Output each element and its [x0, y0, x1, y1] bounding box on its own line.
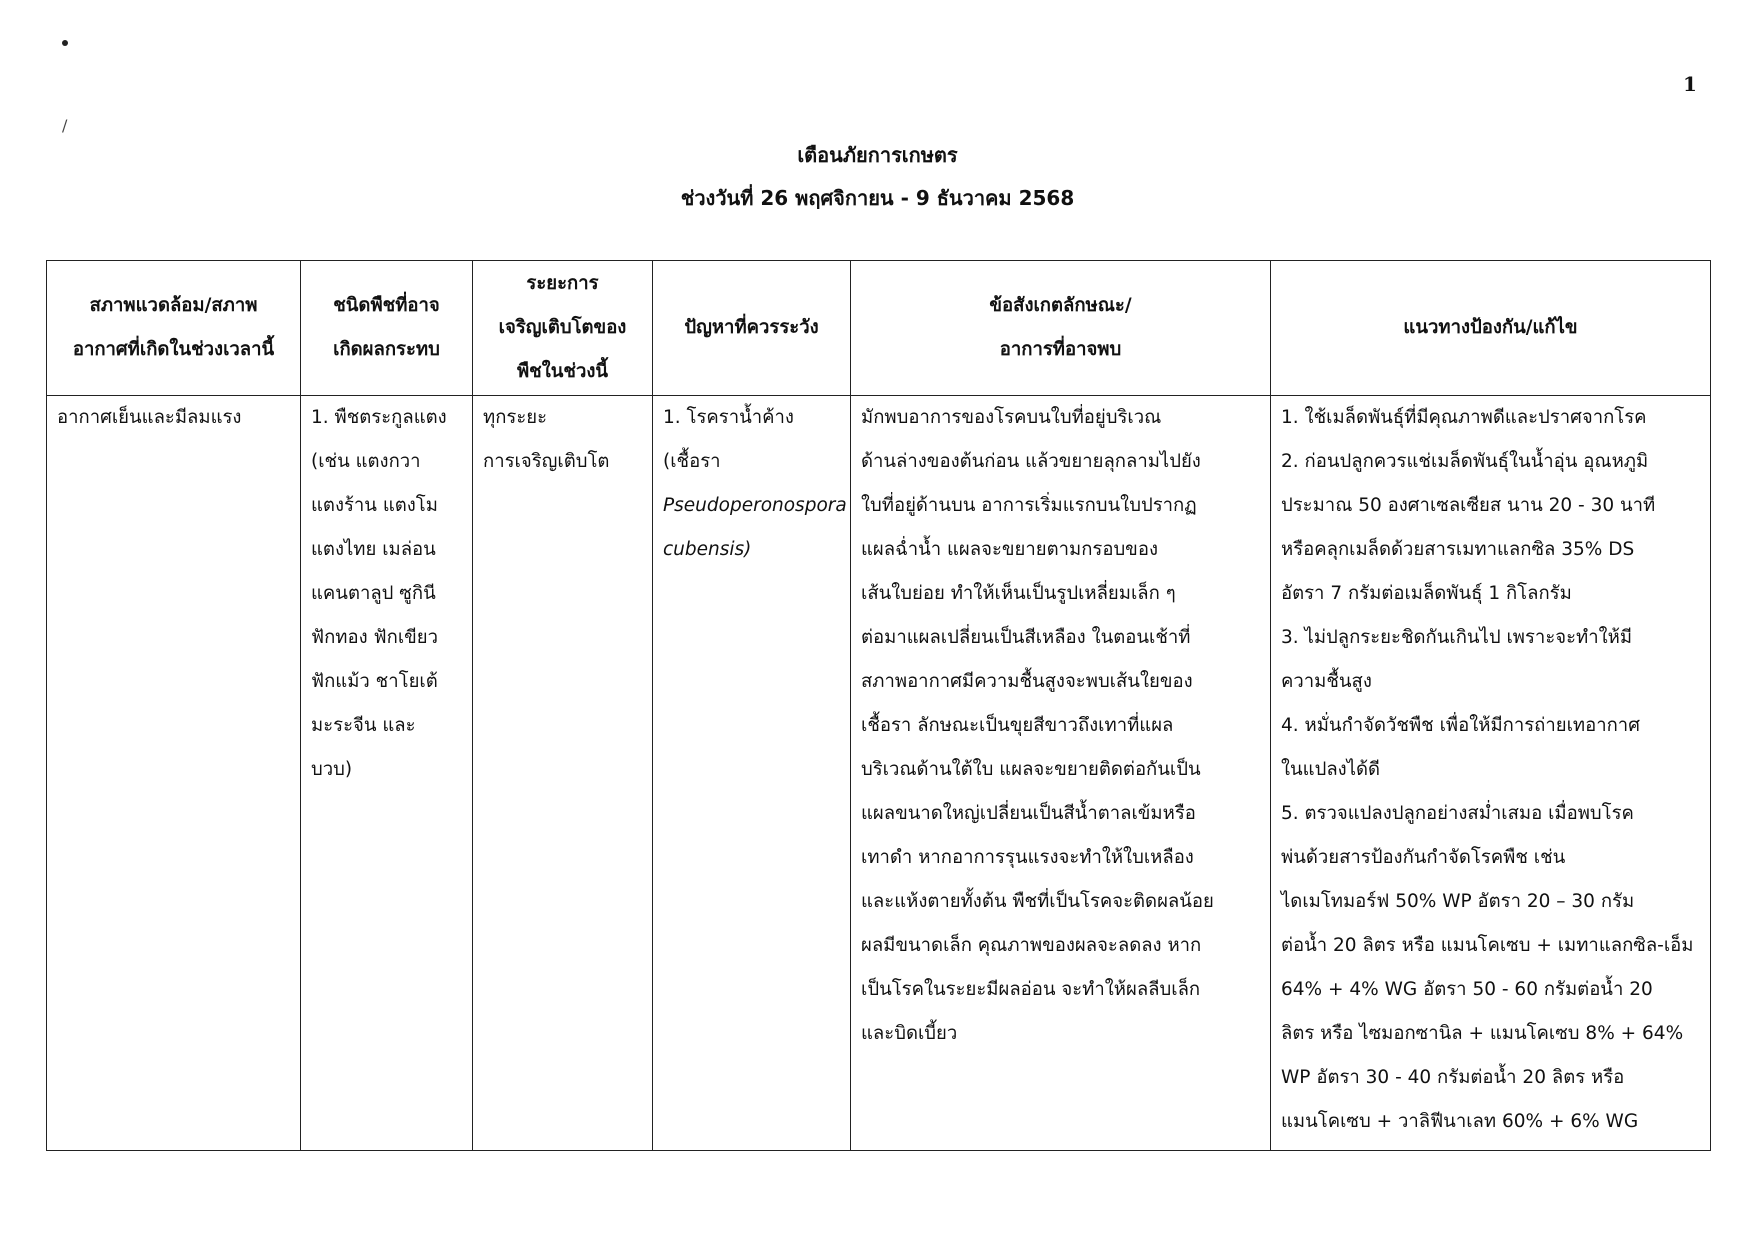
cell-line: มักพบอาการของโรคบนใบที่อยู่บริเวณ: [861, 407, 1162, 428]
cell-line: ฟักแม้ว ชาโยเต้: [311, 671, 438, 692]
cell-line: 1. โรคราน้ำค้าง: [663, 407, 794, 428]
pathogen-genus: Pseudoperonospora: [663, 495, 847, 516]
header-line: เกิดผลกระทบ: [333, 339, 440, 360]
header-line: ข้อสังเกตลักษณะ/: [989, 295, 1132, 316]
table-row: [47, 396, 1711, 1151]
cell-line: ประมาณ 50 องศาเซลเซียส นาน 20 - 30 นาที: [1281, 495, 1656, 516]
cell-line: และแห้งตายทั้งต้น พืชที่เป็นโรคจะติดผลน้อย: [861, 891, 1214, 912]
cell-line: อากาศเย็นและมีลมแรง: [57, 407, 242, 428]
header-prevention: [1271, 261, 1711, 396]
cell-line: บวบ): [311, 759, 353, 780]
cell-line: อัตรา 7 กรัมต่อเมล็ดพันธุ์ 1 กิโลกรัม: [1281, 583, 1572, 604]
cell-line: แมนโคเซบ + วาลิฟีนาเลท 60% + 6% WG: [1281, 1111, 1639, 1132]
header-line: ชนิดพืชที่อาจ: [333, 295, 440, 316]
stray-mark: [62, 40, 68, 46]
cell-prevention: [1271, 396, 1711, 1151]
header-growth-stage: [473, 261, 653, 396]
header-observation: [851, 261, 1271, 396]
cell-line: ลิตร หรือ ไซมอกซานิล + แมนโคเซบ 8% + 64%: [1281, 1023, 1684, 1044]
cell-line: 1. ใช้เมล็ดพันธุ์ที่มีคุณภาพดีและปราศจากโรค: [1281, 407, 1647, 428]
cell-line: การเจริญเติบโต: [483, 451, 610, 472]
cell-line: ทุกระยะ: [483, 407, 548, 428]
header-line: ระยะการ: [526, 273, 599, 294]
cell-line: ฟักทอง ฟักเขียว: [311, 627, 439, 648]
cell-line: 5. ตรวจแปลงปลูกอย่างสม่ำเสมอ เมื่อพบโรค: [1281, 803, 1634, 824]
cell-environment: [47, 396, 301, 1151]
cell-line: ต่อมาแผลเปลี่ยนเป็นสีเหลือง ในตอนเช้าที่: [861, 627, 1191, 648]
header-line: แนวทางป้องกัน/แก้ไข: [1403, 317, 1578, 338]
cell-observation: [851, 396, 1271, 1151]
header-row: [47, 261, 1711, 396]
header-line: อาการที่อาจพบ: [999, 339, 1122, 360]
cell-line: เทาดำ หากอาการรุนแรงจะทำให้ใบเหลือง: [861, 847, 1194, 868]
cell-line: บริเวณด้านใต้ใบ แผลจะขยายติดต่อกันเป็น: [861, 759, 1201, 780]
header-line: เจริญเติบโตของ: [498, 317, 627, 338]
cell-line: เส้นใบย่อย ทำให้เห็นเป็นรูปเหลี่ยมเล็ก ๆ: [861, 583, 1176, 604]
cell-line: ต่อน้ำ 20 ลิตร หรือ แมนโคเซบ + เมทาแลกซิล-เอ็ม: [1281, 935, 1694, 956]
cell-line: พ่นด้วยสารป้องกันกำจัดโรคพืช เช่น: [1281, 847, 1566, 868]
cell-growth-stage: [473, 396, 653, 1151]
cell-line: เป็นโรคในระยะมีผลอ่อน จะทำให้ผลลีบเล็ก: [861, 979, 1201, 1000]
cell-line: สภาพอากาศมีความชื้นสูงจะพบเส้นใยของ: [861, 671, 1193, 692]
cell-line: ผลมีขนาดเล็ก คุณภาพของผลจะลดลง หาก: [861, 935, 1202, 956]
header-line: ปัญหาที่ควรระวัง: [684, 317, 819, 338]
cell-line: หรือคลุกเมล็ดด้วยสารเมทาแลกซิล 35% DS: [1281, 539, 1635, 560]
cell-line: ด้านล่างของต้นก่อน แล้วขยายลุกลามไปยัง: [861, 451, 1201, 472]
cell-line: 64% + 4% WG อัตรา 50 - 60 กรัมต่อน้ำ 20: [1281, 979, 1653, 1000]
date-range: ช่วงวันที่ 26 พฤศจิกายน - 9 ธันวาคม 2568: [680, 186, 1075, 210]
stray-tick-mark: /: [62, 116, 68, 135]
header-problem: [653, 261, 851, 396]
cell-line: 2. ก่อนปลูกควรแช่เมล็ดพันธุ์ในน้ำอุ่น อุณหภูมิ: [1281, 451, 1649, 472]
cell-line: ใบที่อยู่ด้านบน อาการเริ่มแรกบนใบปรากฏ: [861, 495, 1197, 516]
cell-line: แตงไทย เมล่อน: [311, 539, 436, 560]
cell-line: 3. ไม่ปลูกระยะชิดกันเกินไป เพราะจะทำให้มี: [1281, 627, 1633, 648]
pathogen-species: cubensis): [663, 539, 752, 560]
cell-line: มะระจีน และ: [311, 715, 416, 736]
cell-problem: [653, 396, 851, 1151]
cell-line: แผลขนาดใหญ่เปลี่ยนเป็นสีน้ำตาลเข้มหรือ: [861, 803, 1196, 824]
cell-crops: [301, 396, 473, 1151]
cell-line: WP อัตรา 30 - 40 กรัมต่อน้ำ 20 ลิตร หรือ: [1281, 1067, 1625, 1088]
header-crops: [301, 261, 473, 396]
header-line: พืชในช่วงนี้: [516, 361, 609, 382]
page-title: เตือนภัยการเกษตร: [797, 143, 958, 167]
cell-line: ไดเมโทมอร์ฟ 50% WP อัตรา 20 – 30 กรัม: [1281, 891, 1635, 912]
cell-line: 1. พืชตระกูลแตง: [311, 407, 447, 428]
header-environment: [47, 261, 301, 396]
cell-line: (เชื้อรา: [663, 451, 721, 472]
cell-line: ความชื้นสูง: [1281, 671, 1372, 692]
cell-line: และบิดเบี้ยว: [861, 1023, 958, 1044]
warning-table: [46, 260, 1711, 1151]
cell-line: 4. หมั่นกำจัดวัชพืช เพื่อให้มีการถ่ายเทอากาศ: [1281, 715, 1640, 736]
header-line: อากาศที่เกิดในช่วงเวลานี้: [72, 339, 275, 360]
header-line: สภาพแวดล้อม/สภาพ: [89, 295, 258, 316]
cell-line: แผลฉ่ำน้ำ แผลจะขยายตามกรอบของ: [861, 539, 1158, 560]
cell-line: ในแปลงได้ดี: [1281, 759, 1381, 780]
cell-line: (เช่น แตงกวา: [311, 451, 421, 472]
cell-line: แตงร้าน แตงโม: [311, 495, 438, 516]
cell-line: แคนตาลูป ซูกินี: [311, 583, 436, 604]
page-number: 1: [1683, 72, 1697, 96]
cell-line: เชื้อรา ลักษณะเป็นขุยสีขาวถึงเทาที่แผล: [861, 715, 1174, 736]
